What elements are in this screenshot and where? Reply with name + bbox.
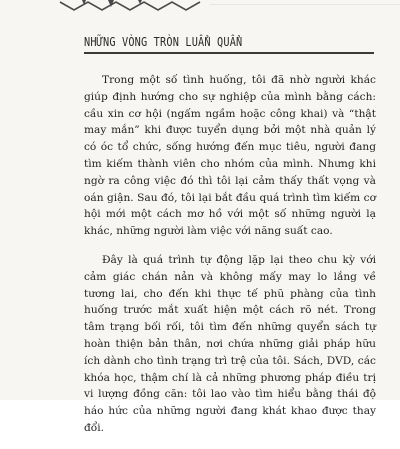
body-text bbox=[84, 72, 376, 449]
paragraph-2: Đây là quá trình tự động lặp lại theo chu kỳ với cảm giác chán nản và không mấy may lo lắng về tương lai, cho đến khi thực tế phũ phàng của tình huống trước mắt xuất hiện một cách rõ nét. Trong tâm trạng bối rối, tôi tìm đến những quyển sách tự hoàn thiện bản thân, nơi chứa những giải pháp hữu ích dành cho tình trạng trì trệ của tôi. Sách, DVD, các khóa học, thậm chí là cả những phương pháp điều trị vi lượng đồng căn: tôi lao vào tìm hiểu bằng thái độ háo hức của những người đang khát khao được thay đổi. bbox=[84, 253, 376, 434]
title-underline bbox=[84, 52, 374, 54]
section-title: NHỮNG VÒNG TRÒN LUẨN QUẨN bbox=[84, 34, 243, 49]
paragraph-1: Trong một số tình huống, tôi đã nhờ người khác giúp định hướng cho sự nghiệp của mình bằng cách: cầu xin cơ hội (ngấm ngầm hoặc công khai) và “thật may mắn” khi được tuyển dụng bởi một nhà quản lý có óc tổ chức, sống hướng đến mục tiêu, người đang tìm kiếm thành viên cho nhóm của mình. Nhưng khi ngờ ra công việc đó thì tôi lại cảm thấy thất vọng và oán giận. Sau đó, tôi lại bắt đầu quá trình tìm kiếm cơ hội mới một cách mơ hồ với một số những người lạ khác, những người làm việc với năng suất cao. bbox=[84, 74, 376, 238]
zigzag-ornament-icon bbox=[60, 0, 400, 12]
